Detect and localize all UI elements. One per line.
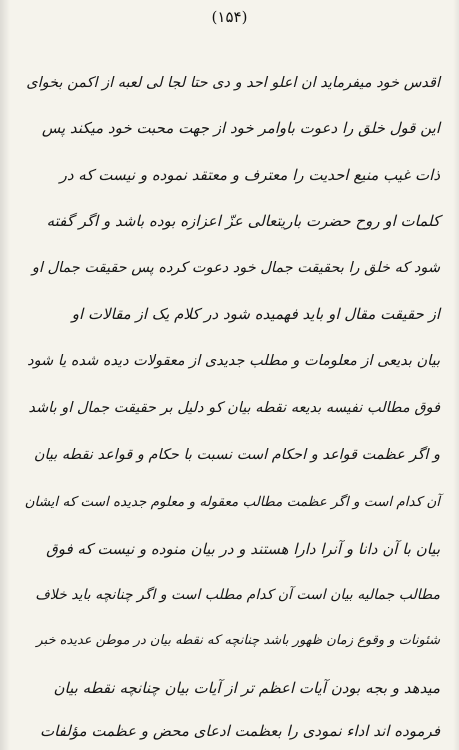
text-line: شود که خلق را بحقیقت جمال خود دعوت کرده پس حقیقت جمال او	[31, 260, 440, 276]
text-line: این قول خلق را دعوت باوامر خود از جهت محبت خود میکند پس	[41, 119, 440, 137]
text-line: بیان بدیعی از معلومات و مطلب جدیدی از معقولات دیده شده یا شود	[27, 353, 440, 369]
text-line: و اگر عظمت قواعد و احکام است نسبت با حکام و قواعد نقطه بیان	[33, 447, 440, 463]
text-line: شئونات و وقوع زمان ظهور باشد چنانچه که نقطه بیان در موطن عدیده خبر	[36, 633, 440, 648]
text-line: کلمات او روح حضرت باریتعالی عزّ اعزازه بوده باشد و اگر گفته	[46, 212, 440, 230]
text-line: آن کدام است و اگر عظمت مطالب معقوله و معلوم جدیده است که ایشان	[24, 494, 440, 510]
text-line: ذات غیب منیع احدیت را معترف و معتقد نموده و نیست که در	[59, 166, 440, 184]
text-line: فرموده اند اداء نمودی را بعظمت ادعای محض و عظمت مؤلفات	[39, 722, 440, 740]
text-line: فوق مطالب نفیسه بدیعه نقطه بیان کو دلیل بر حقیقت جمال او باشد	[28, 400, 440, 416]
page-edge-shadow	[0, 0, 10, 750]
page-number: (۱۵۴)	[211, 8, 248, 26]
page-edge-shadow-right	[453, 0, 459, 750]
text-line: اقدس خود میفرماید ان اعلو احد و دی حتا لجا لی لعبه از اکمن بخوای	[26, 75, 440, 91]
text-line: بیان با آن دانا و آنرا دارا هستند و در بیان منوده و نیست که فوق	[46, 540, 440, 558]
text-line: مطالب جمالیه بیان است آن کدام مطلب است و اگر چنانچه باید خلاف	[35, 587, 440, 603]
text-line: میدهد و بجه بودن آیات اعظم تر از آیات بیان چنانچه نقطه بیان	[53, 679, 440, 697]
text-line: از حقیقت مقال او باید فهمیده شود در کلام یک از مقالات او	[71, 305, 440, 323]
